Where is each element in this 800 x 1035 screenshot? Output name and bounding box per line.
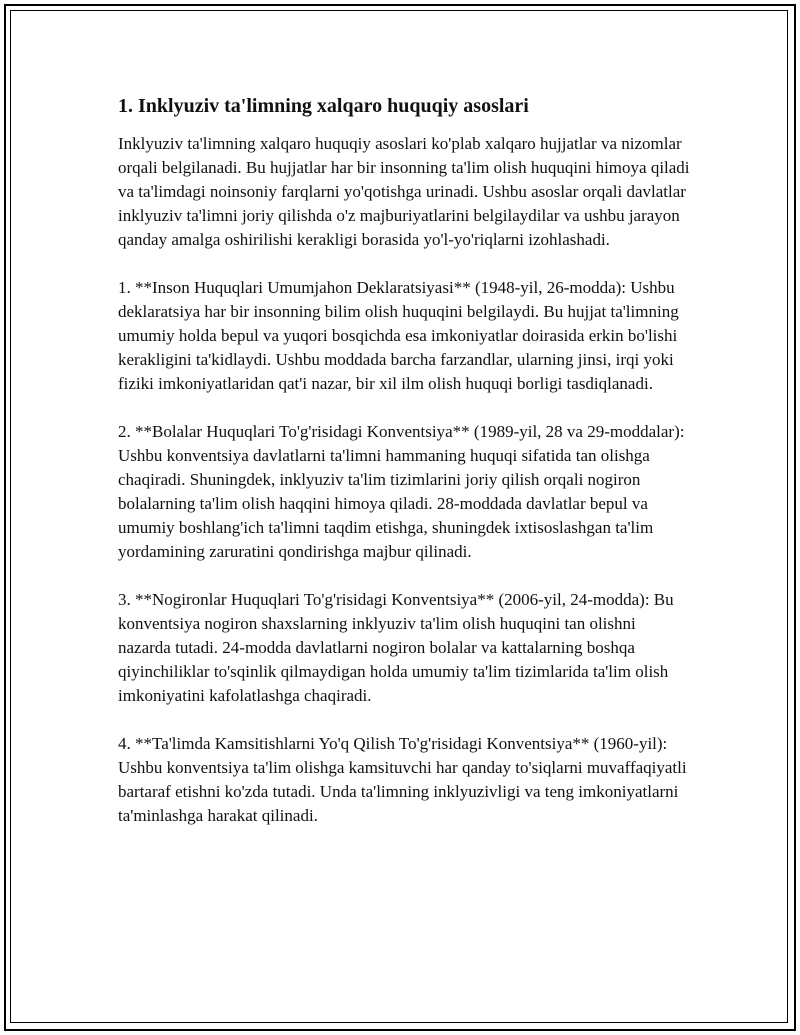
paragraph-discrimination: 4. **Ta'limda Kamsitishlarni Yo'q Qilish To'g'risidagi Konventsiya** (1960-yil): Ushbu konventsiya ta'lim olishga kamsituvchi har qanday to'siqlarni muvaffaqiyatli bartaraf etishni ko'zda tutadi. Unda ta'limning inklyuzivligi va teng imkoniyatlarni ta'minlashga harakat qilinadi.: [118, 734, 687, 825]
section-heading: 1. Inklyuziv ta'limning xalqaro huquqiy asoslari: [118, 95, 529, 117]
intro-paragraph: Inklyuziv ta'limning xalqaro huquqiy asoslari ko'plab xalqaro hujjatlar va nizomlar orqali belgilanadi. Bu hujjatlar har bir insonning ta'lim olish huquqini himoya qiladi va ta'limdagi noinsoniy farqlarni yo'qotishga urinadi. Ushbu asoslar orqali davlatlar inklyuziv ta'limni joriy qilishda o'z majburiyatlarini belgilaydilar va ushbu jarayon qanday amalga oshirilishi kerakligi borasida yo'l-yo'riqlarni izohlashadi.: [118, 134, 690, 249]
paragraph-declaration: 1. **Inson Huquqlari Umumjahon Deklaratsiyasi** (1948-yil, 26-modda): Ushbu deklaratsiya har bir insonning bilim olish huquqini belgilaydi. Bu hujjat ta'limning umumiy holda bepul va yuqori bosqichda esa imkoniyatlar doirasida erkin bo'lishi kerakligini ta'kidlaydi. Ushbu moddada barcha farzandlar, ularning jinsi, irqi yoki fiziki imkoniyatlaridan qat'i nazar, bir xil ilm olish huquqi borligi tasdiqlanadi.: [118, 278, 679, 393]
paragraph-disability-rights: 3. **Nogironlar Huquqlari To'g'risidagi Konventsiya** (2006-yil, 24-modda): Bu konventsiya nogiron shaxslarning inklyuziv ta'lim olish huquqini tan olishni nazarda tutadi. 24-modda davlatlarni nogiron bolalar va kattalarning boshqa qiyinchiliklar to'sqinlik qilmaydigan holda umumiy ta'lim tizimlarida ta'lim olish imkoniyatini kafolatlashga chaqiradi.: [118, 590, 674, 705]
paragraph-child-rights: 2. **Bolalar Huquqlari To'g'risidagi Konventsiya** (1989-yil, 28 va 29-moddalar): Ushbu konventsiya davlatlarni ta'limni hammaning huquqi sifatida tan olishga chaqiradi. Shuningdek, inklyuziv ta'lim tizimlarini joriy qilish orqali nogiron bolalarning ta'lim olish haqqini himoya qiladi. 28-moddada davlatlar bepul va umumiy boshlang'ich ta'limni taqdim etishga, shuningdek ixtisoslashgan ta'lim yordamining zaruratini qondirishga majbur qilinadi.: [118, 422, 685, 561]
document-body: [118, 92, 690, 852]
